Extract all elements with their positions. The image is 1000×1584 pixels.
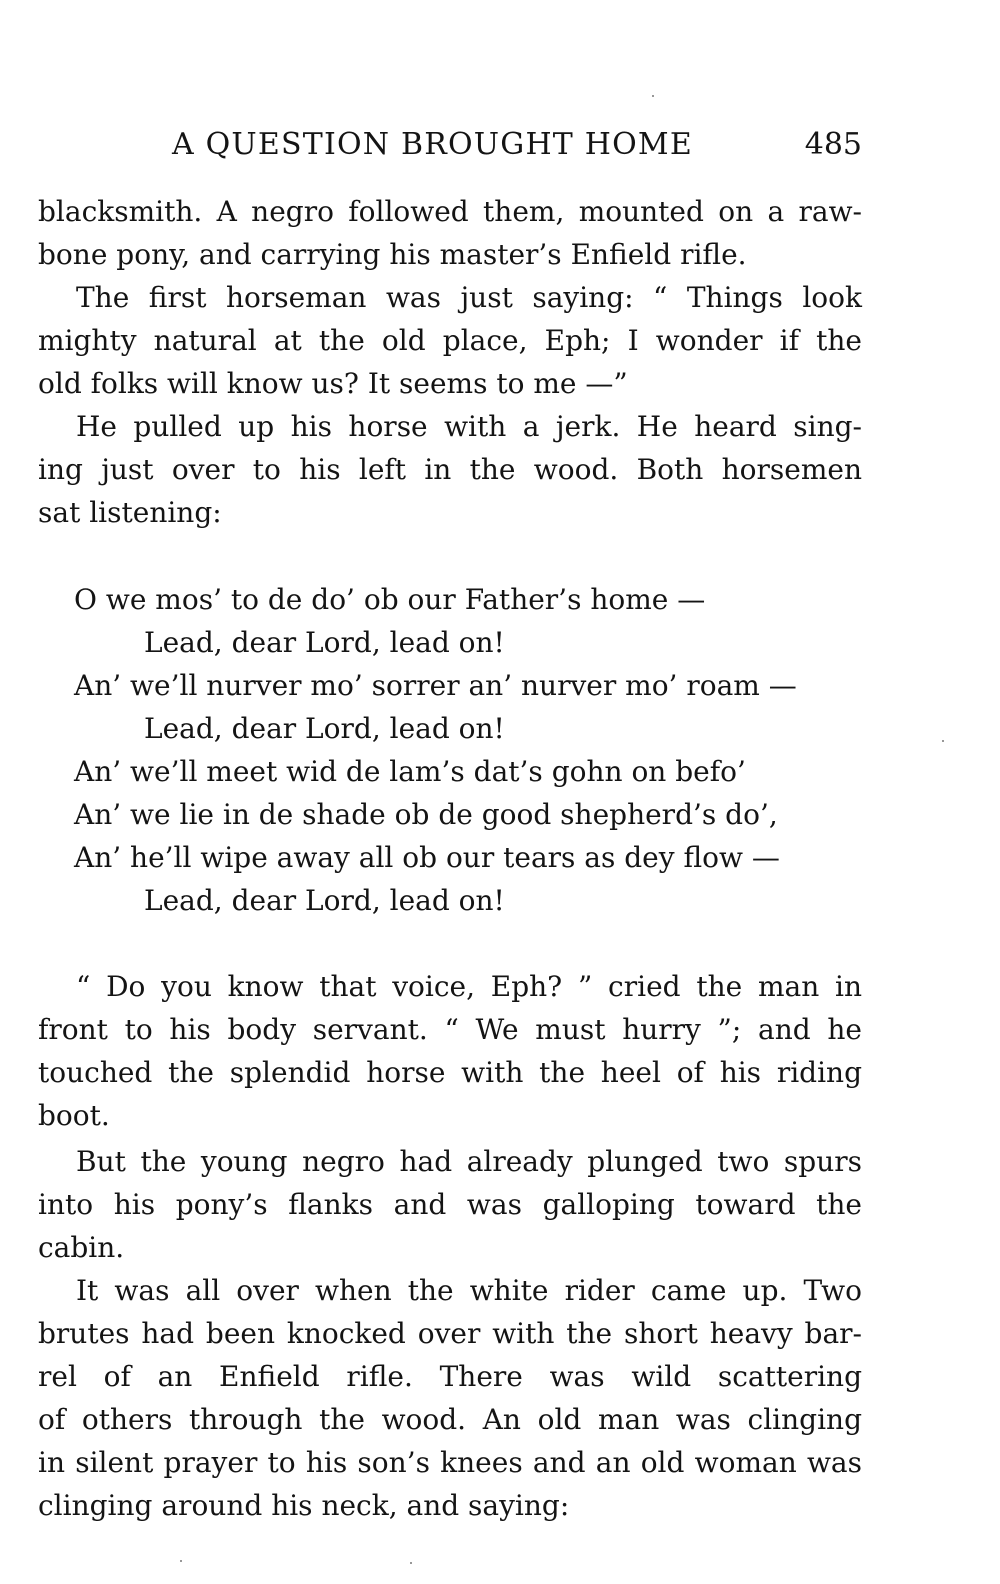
scan-speck: [180, 1560, 182, 1562]
scan-speck: [942, 740, 944, 742]
verse-line: An’ he’ll wipe away all ob our tears as dey flow —: [74, 841, 780, 874]
text-line: He pulled up his horse with a jerk. He heard sing-: [76, 410, 862, 443]
text-line: front to his body servant. “ We must hurry ”; and he: [38, 1013, 862, 1046]
text-line: rel of an Enfield rifle. There was wild scattering: [38, 1360, 862, 1393]
text-line: brutes had been knocked over with the short heavy bar-: [38, 1317, 862, 1350]
text-line: bone pony, and carrying his master’s Enfield rifle.: [38, 238, 747, 271]
text-line: blacksmith. A negro followed them, mounted on a raw-: [38, 195, 862, 228]
verse-line: An’ we lie in de shade ob de good shepherd’s do’,: [74, 798, 778, 831]
text-line: But the young negro had already plunged two spurs: [76, 1145, 862, 1178]
text-line: into his pony’s flanks and was galloping toward the: [38, 1188, 862, 1221]
running-title: A QUESTION BROUGHT HOME: [172, 127, 693, 162]
text-line: old folks will know us? It seems to me —”: [38, 367, 628, 400]
page-header: [38, 127, 862, 167]
text-line: in silent prayer to his son’s knees and an old woman was: [38, 1446, 862, 1479]
text-line: “ Do you know that voice, Eph? ” cried the man in: [76, 970, 862, 1003]
text-line: touched the splendid horse with the heel of his riding: [38, 1056, 862, 1089]
text-line: ing just over to his left in the wood. Both horsemen: [38, 453, 862, 486]
text-line: clinging around his neck, and saying:: [38, 1489, 570, 1522]
verse-refrain: Lead, dear Lord, lead on!: [144, 626, 505, 659]
verse-line: An’ we’ll meet wid de lam’s dat’s gohn on befo’: [74, 755, 746, 788]
scan-speck: [652, 95, 654, 97]
verse-refrain: Lead, dear Lord, lead on!: [144, 712, 505, 745]
text-line: It was all over when the white rider came up. Two: [76, 1274, 862, 1307]
verse-refrain: Lead, dear Lord, lead on!: [144, 884, 505, 917]
text-line: cabin.: [38, 1231, 125, 1264]
verse-line: An’ we’ll nurver mo’ sorrer an’ nurver mo’ roam —: [74, 669, 797, 702]
scan-speck: [410, 1562, 412, 1564]
text-line: The first horseman was just saying: “ Things look: [76, 281, 862, 314]
text-line: sat listening:: [38, 496, 222, 529]
text-line: mighty natural at the old place, Eph; I wonder if the: [38, 324, 862, 357]
page-number: 485: [804, 127, 862, 162]
verse-line: O we mos’ to de do’ ob our Father’s home —: [74, 583, 706, 616]
text-line: of others through the wood. An old man was clinging: [38, 1403, 862, 1436]
text-line: boot.: [38, 1099, 110, 1132]
